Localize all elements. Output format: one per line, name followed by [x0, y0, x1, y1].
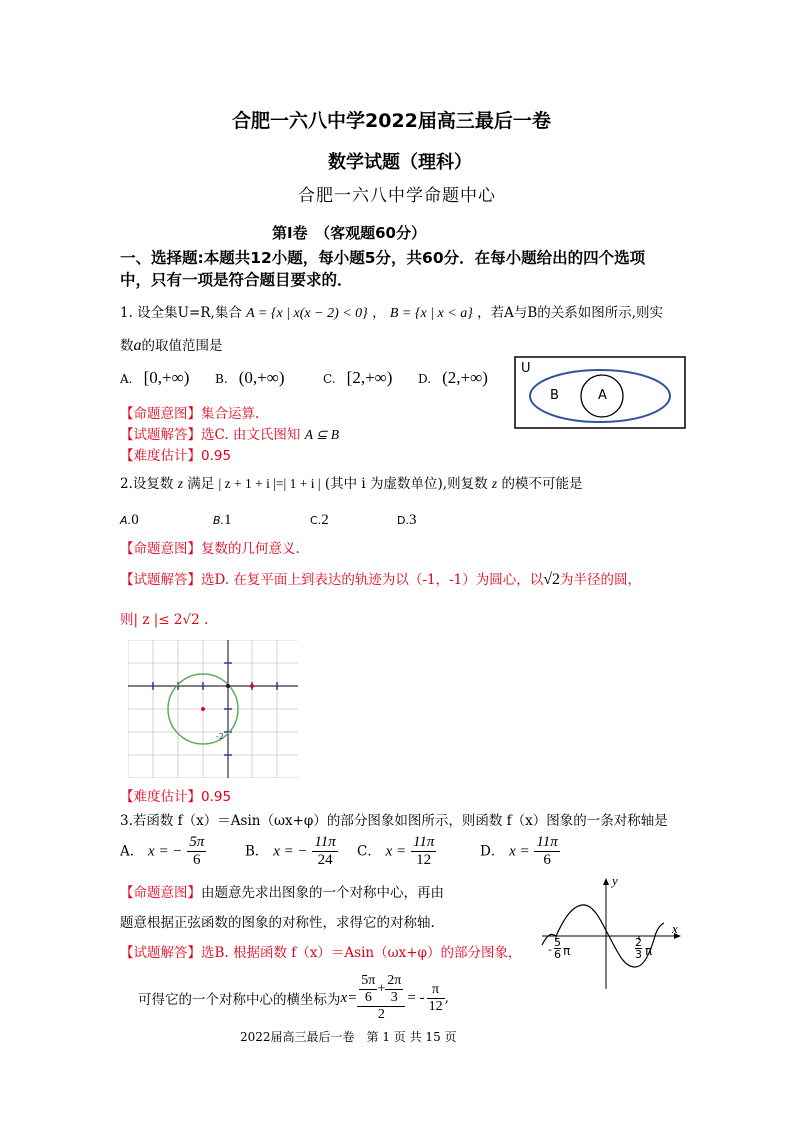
q2-graph-label: -2 — [216, 732, 224, 741]
q2-difficulty — [120, 785, 231, 805]
q3-option-b — [245, 834, 338, 869]
q3-answer-frac-a-den: 6 — [364, 990, 372, 1005]
q2-answer-line1 — [120, 568, 641, 589]
q3-answer-result-num: π — [427, 982, 445, 999]
q2-option-c-letter: C. — [310, 514, 322, 527]
q2-option-a-value: 0 — [131, 512, 139, 528]
q3-graph-right-frac — [635, 937, 642, 960]
q1-set-b: B = {x | x < a} — [389, 306, 473, 321]
exam-subtitle: 数学试题（理科） — [328, 152, 472, 173]
q3-graph-left-sign: - — [548, 943, 552, 956]
q3-intent-label: 【命题意图】 — [120, 885, 201, 901]
q3-answer-frac-b-num: 2π — [387, 973, 402, 988]
q1-stem-line2-suffix: 的取值范围是 — [141, 338, 223, 354]
section-heading: 第Ⅰ卷 （客观题60分） — [272, 224, 426, 242]
q3-graph-left-pi: π — [563, 944, 571, 958]
q3-intent-text2: 题意根据正弦函数的图象的对称性，求得它的对称轴. — [120, 915, 435, 931]
q3-option-d-lhs: x = — [509, 843, 530, 860]
q3-answer-big-den: 2 — [377, 1007, 385, 1022]
q2-option-d — [397, 509, 416, 529]
q2-option-d-letter: D. — [397, 514, 409, 527]
q3-option-a-letter: A． — [120, 843, 144, 860]
q3-answer-result-frac — [427, 982, 445, 1015]
q2-stem-suffix: 的模不可能是 — [501, 476, 583, 492]
q3-option-b-letter: B． — [245, 843, 269, 860]
q3-y-arrow — [603, 878, 609, 885]
q3-answer-text1: 选B. 根据函数 f（x）＝Asin（ωx+φ）的部分图象， — [201, 945, 522, 961]
q3-graph-x-label: x — [672, 921, 678, 936]
venn-label-u: U — [521, 361, 531, 376]
q3-option-b-frac — [312, 834, 337, 869]
q2-difficulty-value: 0.95 — [201, 789, 232, 805]
section-instruction-line2: 中，只有一项是符合题目要求的． — [120, 271, 353, 289]
q3-graph — [540, 873, 685, 991]
q3-answer-frac-a-num: 5π — [361, 973, 376, 988]
q1-option-b-letter: B. — [215, 372, 228, 386]
q2-answer-text1: 选D. 在复平面上到表达的轨迹为以（-1，-1）为圆心，以 — [201, 572, 544, 588]
q3-option-c-frac — [411, 834, 436, 869]
q3-answer-frac-a — [359, 973, 377, 1006]
q1-option-d — [418, 368, 488, 388]
q3-answer-eq: = - — [407, 989, 425, 1006]
q1-stem-suffix: ，若A与B的关系如图所示,则实 — [477, 305, 664, 321]
q3-option-d-frac — [534, 834, 559, 869]
q1-difficulty-value: 0.95 — [201, 448, 232, 464]
q3-graph-left-frac — [554, 937, 561, 960]
q1-intent-label: 【命题意图】 — [120, 406, 201, 422]
q3-graph-y-label: y — [612, 873, 618, 888]
q2-answer-line2-text: 则| z |≤ 2√2 . — [120, 612, 209, 628]
q3-option-c-den: 12 — [416, 852, 432, 868]
q1-option-b — [215, 368, 285, 388]
q3-answer-frac-b-den: 3 — [390, 990, 398, 1005]
q3-graph-svg — [540, 873, 685, 991]
q3-option-b-num: 11π — [314, 834, 336, 850]
q3-option-b-den: 24 — [317, 852, 333, 868]
q3-intent-line2 — [120, 911, 435, 931]
q3-option-a-num: 5π — [189, 834, 205, 850]
q3-option-b-lhs: x = − — [273, 843, 308, 860]
q3-answer-big-num — [357, 973, 405, 1007]
q2-intent-label: 【命题意图】 — [120, 541, 201, 557]
q2-option-a — [120, 509, 139, 529]
q3-option-d-letter: D． — [480, 843, 505, 860]
q1-option-d-letter: D. — [418, 372, 432, 386]
q3-answer-frac-b — [385, 973, 403, 1006]
q2-graph-svg — [128, 640, 298, 778]
q3-intent-line1 — [120, 881, 444, 901]
q2-grid — [128, 640, 298, 778]
q3-answer-line2 — [138, 968, 449, 1028]
q3-option-c-lhs: x = — [385, 843, 407, 860]
q1-difficulty — [120, 444, 231, 464]
q2-answer-text2: 为半径的圆， — [560, 572, 642, 588]
q2-option-c — [310, 509, 329, 529]
q3-graph-left-den: 6 — [554, 948, 561, 961]
q3-option-c-num: 11π — [412, 834, 435, 850]
q1-var-a: a — [133, 337, 142, 354]
q1-stem-line2 — [120, 334, 223, 355]
q2-stem-mid: 满足 — [187, 476, 215, 492]
q2-intent-text: 复数的几何意义. — [201, 541, 300, 557]
q3-graph-left-num: 5 — [554, 936, 561, 949]
q3-answer-tail: , — [444, 990, 449, 1006]
q3-option-c — [357, 834, 436, 869]
q3-answer-plus: + — [377, 981, 386, 997]
venn-label-a: A — [598, 388, 607, 403]
q2-option-b-letter: B. — [213, 514, 225, 527]
q1-stem-line1 — [120, 301, 663, 322]
q1-option-a — [120, 368, 189, 388]
q3-answer-line1 — [120, 941, 521, 961]
q2-origin-point — [226, 684, 230, 688]
q3-option-c-letter: C． — [357, 843, 381, 860]
q3-graph-right-num: 2 — [635, 936, 642, 949]
q3-option-a-den: 6 — [192, 852, 201, 868]
q2-answer-line2 — [120, 608, 208, 628]
q2-option-b-value: 1 — [224, 512, 232, 528]
q2-point-1 — [250, 684, 254, 688]
q1-option-c-value: [2,+∞) — [346, 368, 393, 387]
q3-option-a-lhs: x = − — [148, 843, 183, 860]
q1-option-b-value: (0,+∞) — [238, 368, 285, 387]
q1-stem-prefix: 1. 设全集U=R,集合 — [120, 305, 242, 321]
q2-center-point — [201, 707, 205, 711]
q1-difficulty-label: 【难度估计】 — [120, 448, 201, 464]
q3-graph-right-pi: π — [645, 944, 653, 958]
q1-option-d-value: (2,+∞) — [442, 368, 488, 387]
q1-option-a-value: [0,+∞) — [143, 368, 190, 387]
q2-graph — [128, 640, 298, 778]
q3-graph-right-den: 3 — [635, 948, 642, 961]
q2-answer-sqrt: √2 — [543, 571, 561, 588]
q2-stem-prefix: 2.设复数 — [120, 476, 174, 492]
section-instruction-line1: 一、选择题:本题共12小题，每小题5分，共60分．在每小题给出的四个选项 — [120, 249, 646, 267]
q1-comma: ， — [372, 305, 386, 321]
q3-option-a — [120, 834, 206, 869]
q1-option-c-letter: C. — [323, 372, 336, 386]
q2-option-a-letter: A. — [120, 514, 132, 527]
q3-intent-text1: 由题意先求出图象的一个对称中心，再由 — [201, 885, 444, 901]
q2-intent — [120, 537, 300, 557]
exam-organizer: 合肥一六八中学命题中心 — [298, 186, 496, 206]
q2-option-c-value: 2 — [321, 512, 329, 528]
q1-answer-math: A ⊆ B — [304, 427, 340, 442]
page-footer: 2022届高三最后一卷 第 1 页 共 15 页 — [240, 1030, 457, 1044]
q1-answer-text: 选C. 由文氏图知 — [201, 427, 301, 443]
q2-condition: | z + 1 + i |=| 1 + i | — [218, 476, 321, 491]
q2-option-d-value: 3 — [408, 512, 417, 528]
q2-difficulty-label: 【难度估计】 — [120, 789, 201, 805]
q3-option-d — [480, 834, 560, 869]
q3-option-d-num: 11π — [536, 834, 558, 850]
q2-stem — [120, 472, 582, 492]
q3-answer-line2-text: 可得它的一个对称中心的横坐标为 — [138, 992, 341, 1008]
q1-venn-diagram — [514, 356, 686, 429]
q3-answer-result-den: 12 — [428, 998, 443, 1014]
q3-answer-x: x= — [340, 989, 358, 1006]
q1-option-a-letter: A. — [120, 372, 133, 386]
q2-option-b — [213, 509, 232, 529]
q3-answer-label: 【试题解答】 — [120, 945, 201, 961]
q1-intent — [120, 402, 259, 422]
q1-intent-text: 集合运算. — [201, 406, 260, 422]
q1-stem-line2-prefix: 数 — [120, 338, 134, 354]
q1-option-c — [323, 368, 392, 388]
q2-stem-mid2: (其中 i 为虚数单位),则复数 — [324, 476, 488, 492]
q2-answer-label: 【试题解答】 — [120, 572, 201, 588]
venn-label-b: B — [550, 388, 559, 403]
q1-set-a: A = {x | x(x − 2) < 0} — [246, 306, 368, 321]
q2-var-z: z — [177, 476, 183, 491]
q3-option-a-frac — [187, 834, 206, 869]
q1-answer — [120, 423, 339, 443]
exam-title: 合肥一六八中学2022届高三最后一卷 — [232, 110, 551, 132]
q3-answer-big-frac — [357, 973, 405, 1023]
q2-var-z-2: z — [491, 476, 498, 491]
q3-option-d-den: 6 — [543, 852, 551, 868]
q1-answer-label: 【试题解答】 — [120, 427, 201, 443]
q3-stem: 3.若函数 f（x）＝Asin（ωx+φ）的部分图象如图所示，则函数 f（x）图象的一条对称轴是 — [120, 813, 668, 829]
